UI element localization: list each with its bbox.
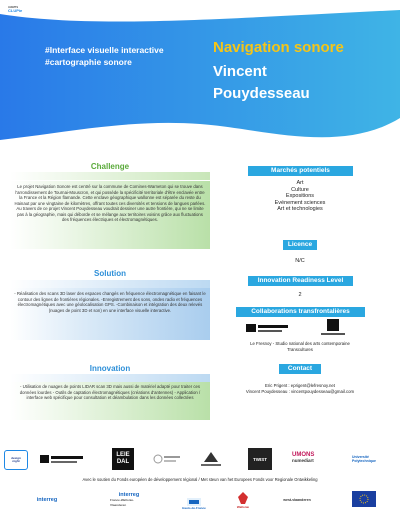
collab-line-1: Le Fresnoy - Studio national des arts contemporaine	[250, 341, 350, 346]
partner-logo-univ-polytech: Université Polytechnique	[352, 455, 376, 463]
potential-fields-list	[225, 180, 375, 213]
lefresnoy-logo-mark	[40, 452, 86, 466]
top-white-strip	[0, 0, 400, 4]
field-art-tech: Art et technologies	[277, 206, 323, 212]
hashtag-1: #Interface visuelle interactive	[45, 45, 164, 55]
partner-3-logo-mark	[152, 450, 182, 468]
contact-line-1: Eric Prigent : eprigent@lefresnoy.net	[265, 383, 335, 388]
collab-text	[215, 341, 385, 352]
funding-logo-west-vlaanderen: west-vlaanderen	[283, 498, 311, 502]
field-culture: Culture	[291, 186, 309, 193]
contact-text	[215, 383, 385, 394]
contact-line-2: Vincent Pouydesseau : vincentpouydesseau@gmail.com	[245, 388, 355, 394]
innovation-title: Innovation	[89, 364, 131, 373]
partner-logo-mark	[318, 318, 348, 338]
solution-text: - Réalisation des scans 3D laser des espaces changés en fréquence électromagnétique en faisant le contour des lignes de frontières régionales. -Enregistrement des sons, ondes radio et fréquences électromagnétiques avec une géolocalisation GPS. -Combinaison et intégration des deux relevés (nuages de point 3D et son) en une interface visuelle interactive.	[14, 291, 206, 313]
challenge-text: Le projet Navigation Sonore est centré sur la commune de Comines-Warneton qui se trouve dans l'arrondissement de Tournai-Mouscron, et qui possède la spécificité territoriale d'être enclavée entre la France et la Région flamande. Cette enclave géographique wallonne est séparée du reste du Hainaut par une vingtaine de kilomètres, offrant toutes ces diversités et tensions de langues parlées. Au travers de ce projet Vincent Pouydesseau voudrait dessiner une autre frontière, qui ne se limite pas à la géographie, mais qui déborde et se mélange aux territoires voisins grâce aux fluctuations des fréquences électriques et électromagnétiques.	[14, 184, 206, 222]
partner-logo-lefresnoy	[40, 452, 86, 466]
funding-note: Avec le soutien du Fonds européen de développement régional / Met steun van het Europees Fonds voor Regionale Ontwikkeling	[82, 477, 318, 482]
wallonia-logo-mark	[236, 491, 250, 505]
partner-logo-hainaut	[198, 450, 224, 468]
collab-line-2: Transcultures	[287, 346, 313, 352]
hashtag-2: #cartographie sonore	[45, 57, 132, 67]
funding-logo-interreg-1: interreg	[36, 496, 58, 503]
contact-title: Contact	[279, 364, 321, 374]
author-first-name: Vincent	[213, 63, 267, 80]
hero-banner	[0, 0, 400, 160]
funding-logo-region-hdf: Hauts-de-France	[180, 496, 208, 512]
collab-title: Collaborations transfrontalières	[236, 307, 365, 317]
header-logo-top: uawes	[8, 5, 19, 9]
region-hdf-logo-mark	[187, 498, 201, 506]
solution-title: Solution	[94, 269, 126, 278]
funding-logo-interreg-2: interreg France-Wallonie-Vlaanderen	[110, 491, 140, 507]
author-name	[213, 61, 310, 105]
collab-logo-partner	[318, 318, 348, 338]
hashtags	[45, 44, 164, 68]
partner-logo-twist: TWIST	[248, 448, 272, 470]
license-value: N/C	[295, 258, 305, 264]
solution-band	[10, 280, 210, 288]
challenge-title: Challenge	[90, 162, 130, 171]
irl-title: Innovation Readiness Level	[248, 276, 353, 286]
innovation-text: - Utilisation de nuages de points LIDAR scan 3D mais aussi de matériel adapté pour traiter ces données lourdes - Outils de captation électromagnétiques (créations d'antennes) - Application / interface web spécifique pour consultation et déambulation dans les données collectées	[19, 384, 201, 400]
partner-logo-umons: UMONS numediart	[292, 452, 315, 463]
field-exhibitions: Expositions	[285, 193, 315, 199]
field-science-events: Evénement sciences	[274, 199, 326, 206]
hainaut-logo-mark	[198, 450, 224, 468]
eu-flag-icon	[352, 491, 376, 507]
header-small-logo	[8, 5, 22, 13]
partner-logo-3	[152, 450, 182, 468]
challenge-band	[10, 172, 210, 180]
partner-logo-leie-dal: LEIE DAL	[112, 448, 134, 470]
funding-logo-eu	[352, 490, 376, 508]
collab-logo-fresnoy	[244, 320, 290, 336]
license-title: Licence	[283, 240, 317, 250]
innovation-band	[10, 374, 210, 382]
potential-fields-title: Marchés potentiels	[248, 166, 353, 176]
hero-wave	[0, 10, 400, 140]
header-logo-bottom: CLUPie	[8, 8, 23, 13]
project-title: Navigation sonore	[213, 39, 344, 56]
irl-value: 2	[298, 292, 302, 298]
funding-logo-wallonia: Wallonie	[234, 489, 252, 511]
partner-logo-design-night: design night	[4, 450, 28, 470]
field-art: Art	[296, 180, 304, 186]
author-last-name: Pouydesseau	[213, 85, 310, 102]
fresnoy-logo-mark	[244, 320, 290, 336]
